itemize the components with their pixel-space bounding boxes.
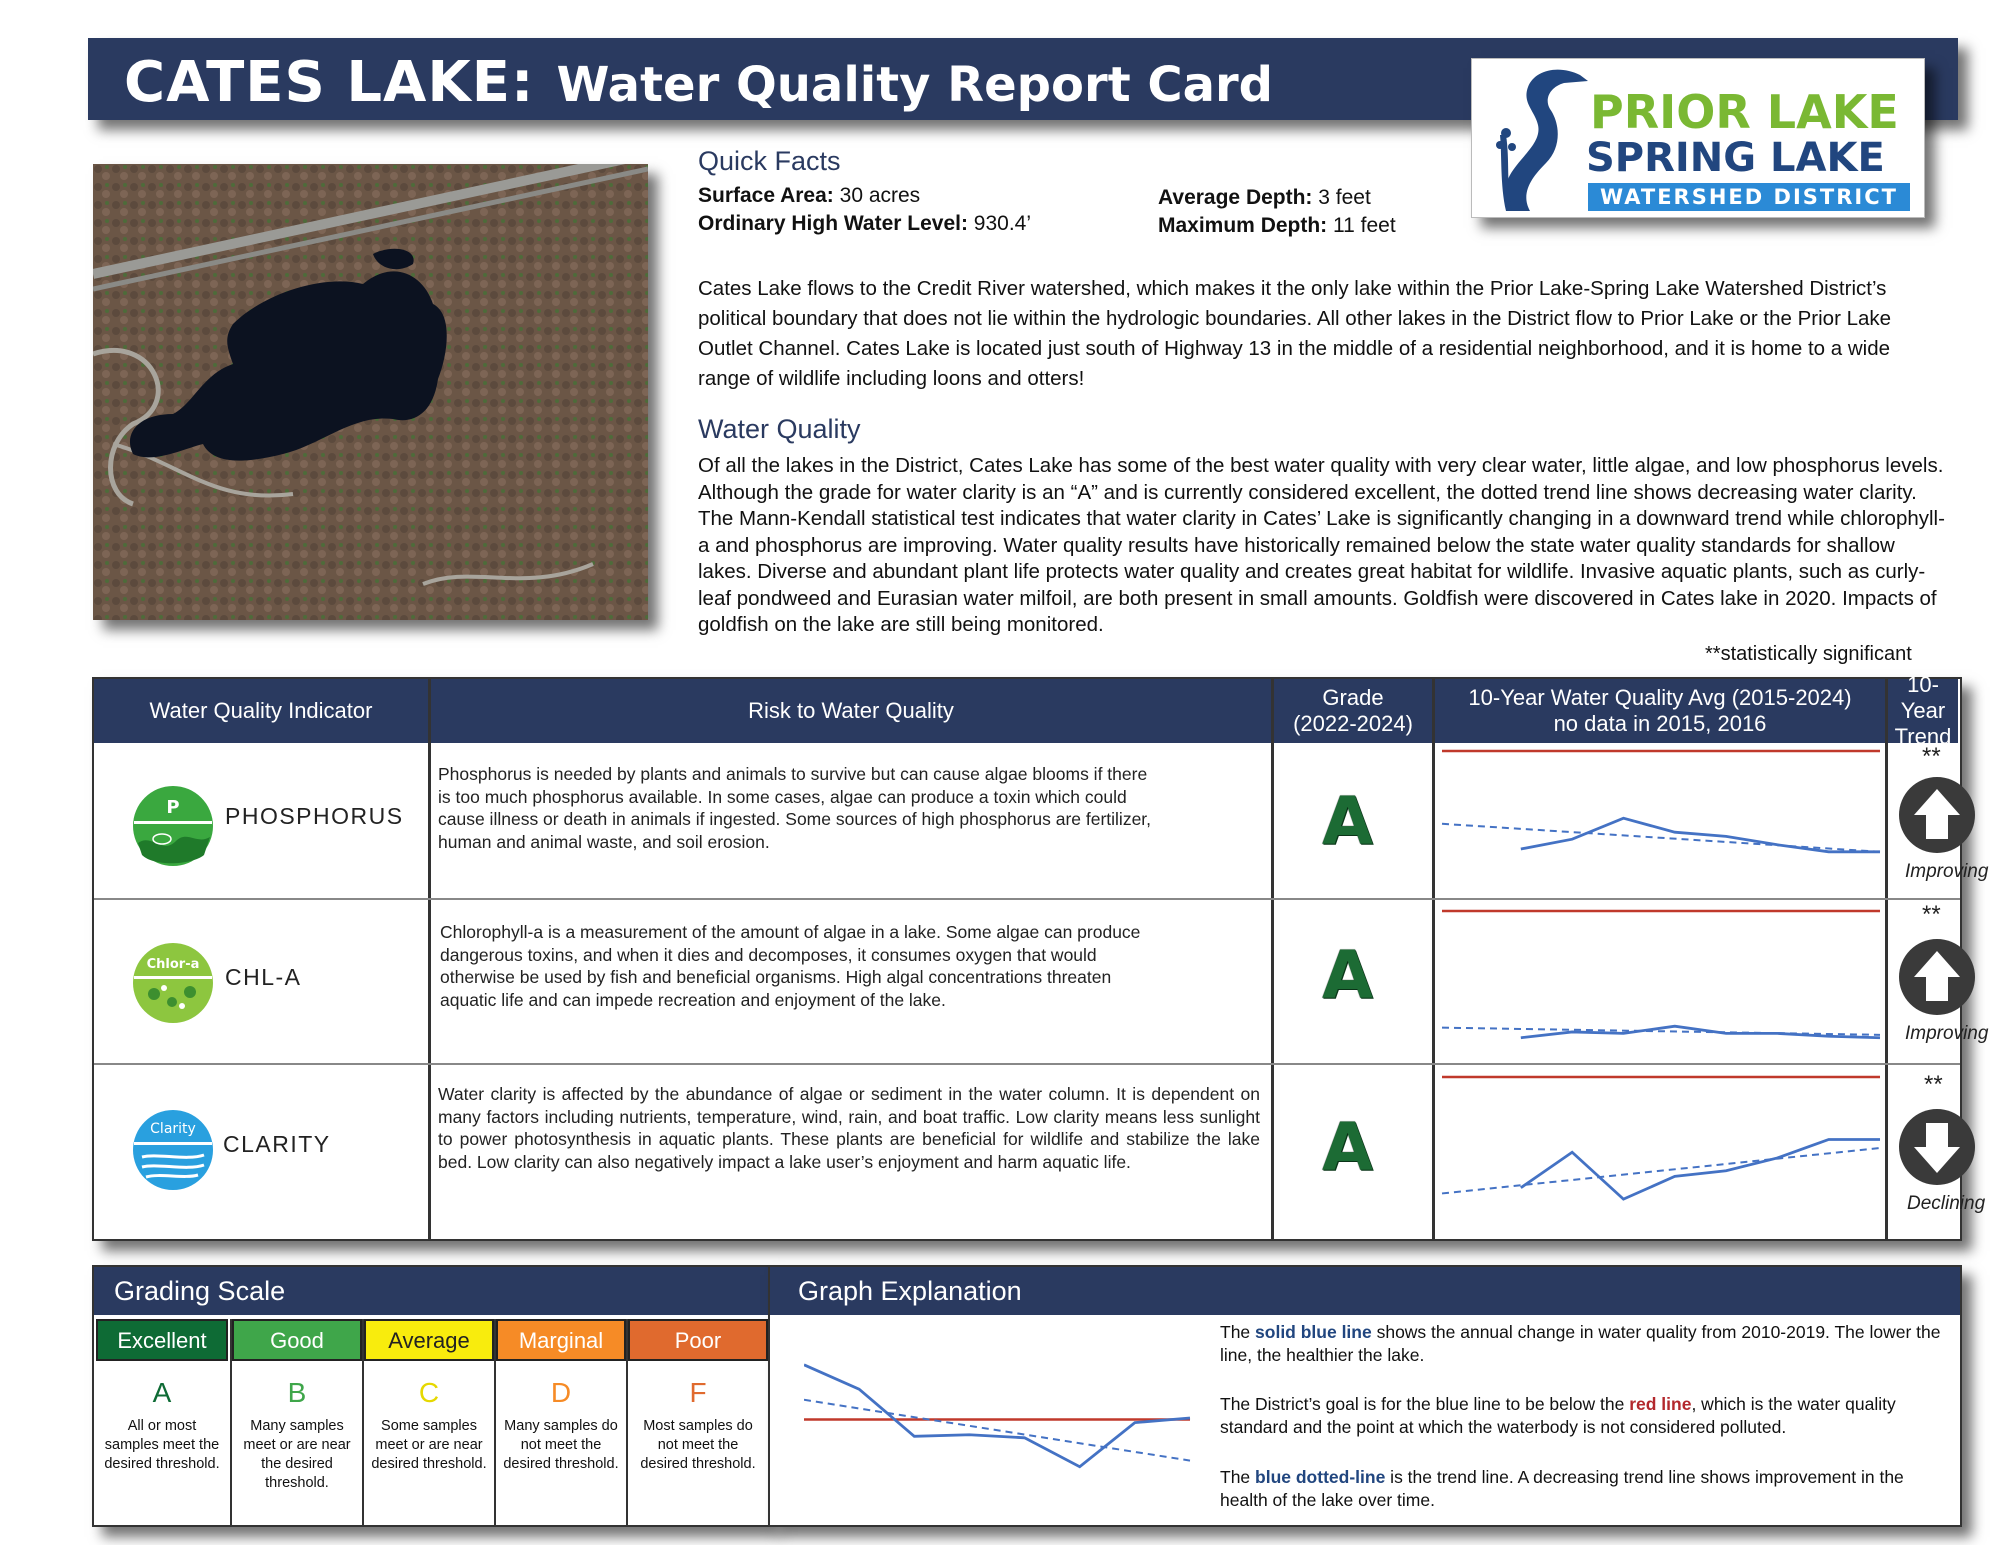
report-subtitle: Water Quality Report Card (556, 57, 1273, 113)
header-avg (1435, 679, 1885, 743)
scale-poor (626, 1319, 768, 1525)
scale-letter: A (152, 1377, 172, 1408)
scale-letter: F (689, 1377, 707, 1408)
header-indicator: Water Quality Indicator (94, 679, 428, 743)
graph-explanation (768, 1265, 1962, 1527)
chlorophyll-icon-label: Chlor-a (146, 957, 200, 972)
quick-facts-heading: Quick Facts (698, 146, 841, 176)
risk-phosphorus: Phosphorus is needed by plants and animals to survive but can cause algae blooms if there is too much phosphorus available. In some cases, algae can produce a toxin which could cause illness or death in animals if ingested. Some sources of high phosphorus are fertilizer, human and animal waste, and soil erosion. (438, 764, 1152, 852)
explanation-text: is the trend line. A decreasing trend line shows improvement in the health of the lake over time. (1220, 1467, 1904, 1510)
intro-paragraph: Cates Lake flows to the Credit River watershed, which makes it the only lake within the Prior Lake-Spring Lake Watershed District’s political boundary that does not lie within the hydrologic boundaries. All other lakes in the District flow to Prior Lake or the Prior Lake Outlet Channel. Cates Lake is located just south of Highway 13 in the middle of a residential neighborhood, and it is home to a wide range of wildlife including loons and otters! (698, 277, 1892, 390)
grading-scale (92, 1265, 770, 1527)
explanation-highlight: red line (1629, 1394, 1692, 1414)
header-grade-line2: (2022-2024) (1293, 711, 1413, 736)
heron-logo-icon (1480, 65, 1590, 213)
explanation-highlight: solid blue line (1255, 1322, 1372, 1342)
scale-letter: D (550, 1377, 572, 1408)
trend-arrow-up-icon (1872, 937, 2000, 1017)
phosphorus-icon (132, 785, 214, 867)
significance-note: **statistically significant (1705, 643, 1912, 665)
column-divider (1432, 679, 1435, 1239)
page-title (124, 50, 1273, 115)
grading-scale-heading: Grading Scale (94, 1267, 768, 1315)
header-trend (1888, 672, 1958, 749)
header-trend-line2: Trend (1894, 724, 1952, 749)
row-divider (94, 1063, 1960, 1065)
scale-description: Some samples meet or are near desired threshold. (371, 1418, 487, 1472)
explanation-text: shows the annual change in water quality from 2010-2019. The lower the line, the healthier the lake. (1220, 1322, 1941, 1365)
clarity-icon-label: Clarity (150, 1121, 196, 1137)
scale-average (362, 1319, 494, 1525)
trend-phosphorus: Improving (1905, 861, 1989, 882)
grade-clarity: A (1322, 1109, 1374, 1186)
scale-label: Good (232, 1319, 362, 1361)
max-depth-fact (1158, 214, 1396, 238)
explanation-text: , which is the water quality standard and the point at which the waterbody is not considered polluted. (1220, 1394, 1896, 1437)
header-grade (1274, 679, 1432, 743)
scale-good (230, 1319, 362, 1525)
aerial-photo-image (93, 164, 648, 620)
explanation-red-line (1220, 1393, 1950, 1439)
lake-name: CATES LAKE: (124, 50, 535, 115)
graph-phosphorus (1438, 747, 1884, 895)
trend-dashed-line (1442, 1148, 1880, 1193)
ohwl-label: Ordinary High Water Level: (698, 212, 968, 235)
indicator-clarity: CLARITY (223, 1131, 331, 1157)
ohwl-value: 930.4’ (973, 212, 1032, 235)
header-grade-line1: Grade (1322, 685, 1384, 710)
scale-description: Many samples do not meet the desired threshold. (503, 1418, 619, 1472)
header-risk: Risk to Water Quality (431, 679, 1271, 743)
scale-description: Many samples meet or are near the desired threshold. (243, 1418, 351, 1491)
explanation-solid-line (1220, 1321, 1950, 1367)
scale-label: Excellent (96, 1319, 228, 1361)
scale-letter: C (418, 1377, 440, 1408)
logo-line-1: PRIOR LAKE (1590, 85, 1899, 139)
grade-phosphorus: A (1322, 783, 1374, 860)
clarity-icon (132, 1109, 214, 1191)
header-avg-line1: 10-Year Water Quality Avg (2015-2024) (1468, 685, 1852, 710)
aerial-lake-photo (93, 164, 648, 620)
graph-clarity (1438, 1073, 1884, 1223)
scale-marginal (494, 1319, 626, 1525)
surface-area-fact (698, 184, 920, 208)
series-solid-line (1521, 1139, 1880, 1199)
logo-line-2: SPRING LAKE (1586, 135, 1885, 181)
scale-letter: B (287, 1377, 307, 1408)
risk-clarity: Water clarity is affected by the abundance of algae or sediment in the water column. It is dependent on many factors including nutrients, temperature, wind, rain, and boat traffic. Low clarity means less sunlight to power photosynthesis in aquatic plants. These plants are beneficial for wildlife and stabilize the lake bed. Low clarity can also negatively impact a lake user’s enjoyment and harm aquatic life. (438, 1084, 1260, 1172)
graph-chl-a (1438, 907, 1884, 1059)
scale-excellent (96, 1319, 228, 1525)
district-logo (1471, 58, 1925, 218)
explanation-text: The (1220, 1322, 1256, 1342)
indicator-phosphorus: PHOSPHORUS (225, 803, 404, 829)
example-graph (804, 1335, 1194, 1495)
max-depth-label: Maximum Depth: (1158, 214, 1328, 237)
significance-chl-a: ** (1922, 901, 1941, 928)
explanation-text: The (1220, 1467, 1256, 1487)
trend-chl-a: Improving (1905, 1023, 1989, 1044)
risk-chl-a: Chlorophyll-a is a measurement of the amount of algae in a lake. Some algae can produce dangerous toxins, and when it dies and decomposes, it consumes oxygen that would otherwise be used by fish and beneficial organisms. High algal concentrations threaten aquatic life and can impede recreation and enjoyment of the lake. (440, 922, 1141, 1010)
avg-depth-value: 3 feet (1318, 186, 1371, 209)
series-solid-line (1521, 818, 1880, 852)
trend-arrow-up-icon (1872, 775, 2000, 855)
logo-line-3: WATERSHED DISTRICT (1588, 183, 1910, 211)
explanation-highlight: blue dotted-line (1255, 1467, 1386, 1487)
row-divider (94, 898, 1960, 900)
indicator-chl-a: CHL-A (225, 964, 302, 990)
column-divider (428, 679, 431, 1239)
graph-explanation-heading: Graph Explanation (770, 1267, 1960, 1315)
scale-label: Poor (628, 1319, 768, 1361)
avg-depth-fact (1158, 186, 1371, 210)
significance-clarity: ** (1924, 1071, 1943, 1098)
trend-clarity: Declining (1907, 1193, 1986, 1214)
surface-area-value: 30 acres (839, 184, 921, 207)
scale-description: Most samples do not meet the desired threshold. (640, 1418, 756, 1472)
scale-label: Average (364, 1319, 494, 1361)
avg-depth-label: Average Depth: (1158, 186, 1313, 209)
water-quality-heading: Water Quality (698, 414, 861, 444)
trend-arrow-down-icon (1872, 1107, 2000, 1187)
column-divider (1271, 679, 1274, 1239)
water-quality-paragraph: Of all the lakes in the District, Cates Lake has some of the best water quality with very clear water, little algae, and low phosphorus levels. Although the grade for water clarity is an “A” and is currently considered excellent, the dotted trend line shows decreasing water clarity. The Mann-Kendall statistical test indicates that water clarity in Cates’ Lake is significantly changing in a downward trend while chlorophyll-a and phosphorus are improving. Water quality results have historically remained below the state water quality standards for shallow lakes. Diverse and abundant plant life protects water quality and creates great habitat for wildlife. Invasive aquatic plants, such as curly-leaf pondweed and Eurasian water milfoil, are both present in small amounts. Goldfish were discovered in Cates lake in 2020. Impacts of goldfish on the lake are still being monitored. (698, 454, 1945, 636)
header-avg-line2: no data in 2015, 2016 (1553, 711, 1767, 736)
chlorophyll-icon (132, 942, 214, 1024)
surface-area-label: Surface Area: (698, 184, 834, 207)
significance-phosphorus: ** (1922, 743, 1941, 770)
trend-dashed-line (804, 1400, 1190, 1461)
water-quality-table (92, 672, 1989, 1241)
phosphorus-icon-label: P (166, 797, 180, 818)
scale-label: Marginal (496, 1319, 626, 1361)
series-solid-line (804, 1365, 1190, 1467)
explanation-dotted-line (1220, 1466, 1950, 1512)
header-trend-line1: 10-Year (1900, 672, 1946, 723)
grade-chl-a: A (1322, 937, 1374, 1014)
ohwl-fact (698, 212, 1031, 236)
explanation-text: The District’s goal is for the blue line to be below the (1220, 1394, 1630, 1414)
scale-description: All or most samples meet the desired threshold. (104, 1418, 220, 1472)
max-depth-value: 11 feet (1333, 214, 1396, 237)
